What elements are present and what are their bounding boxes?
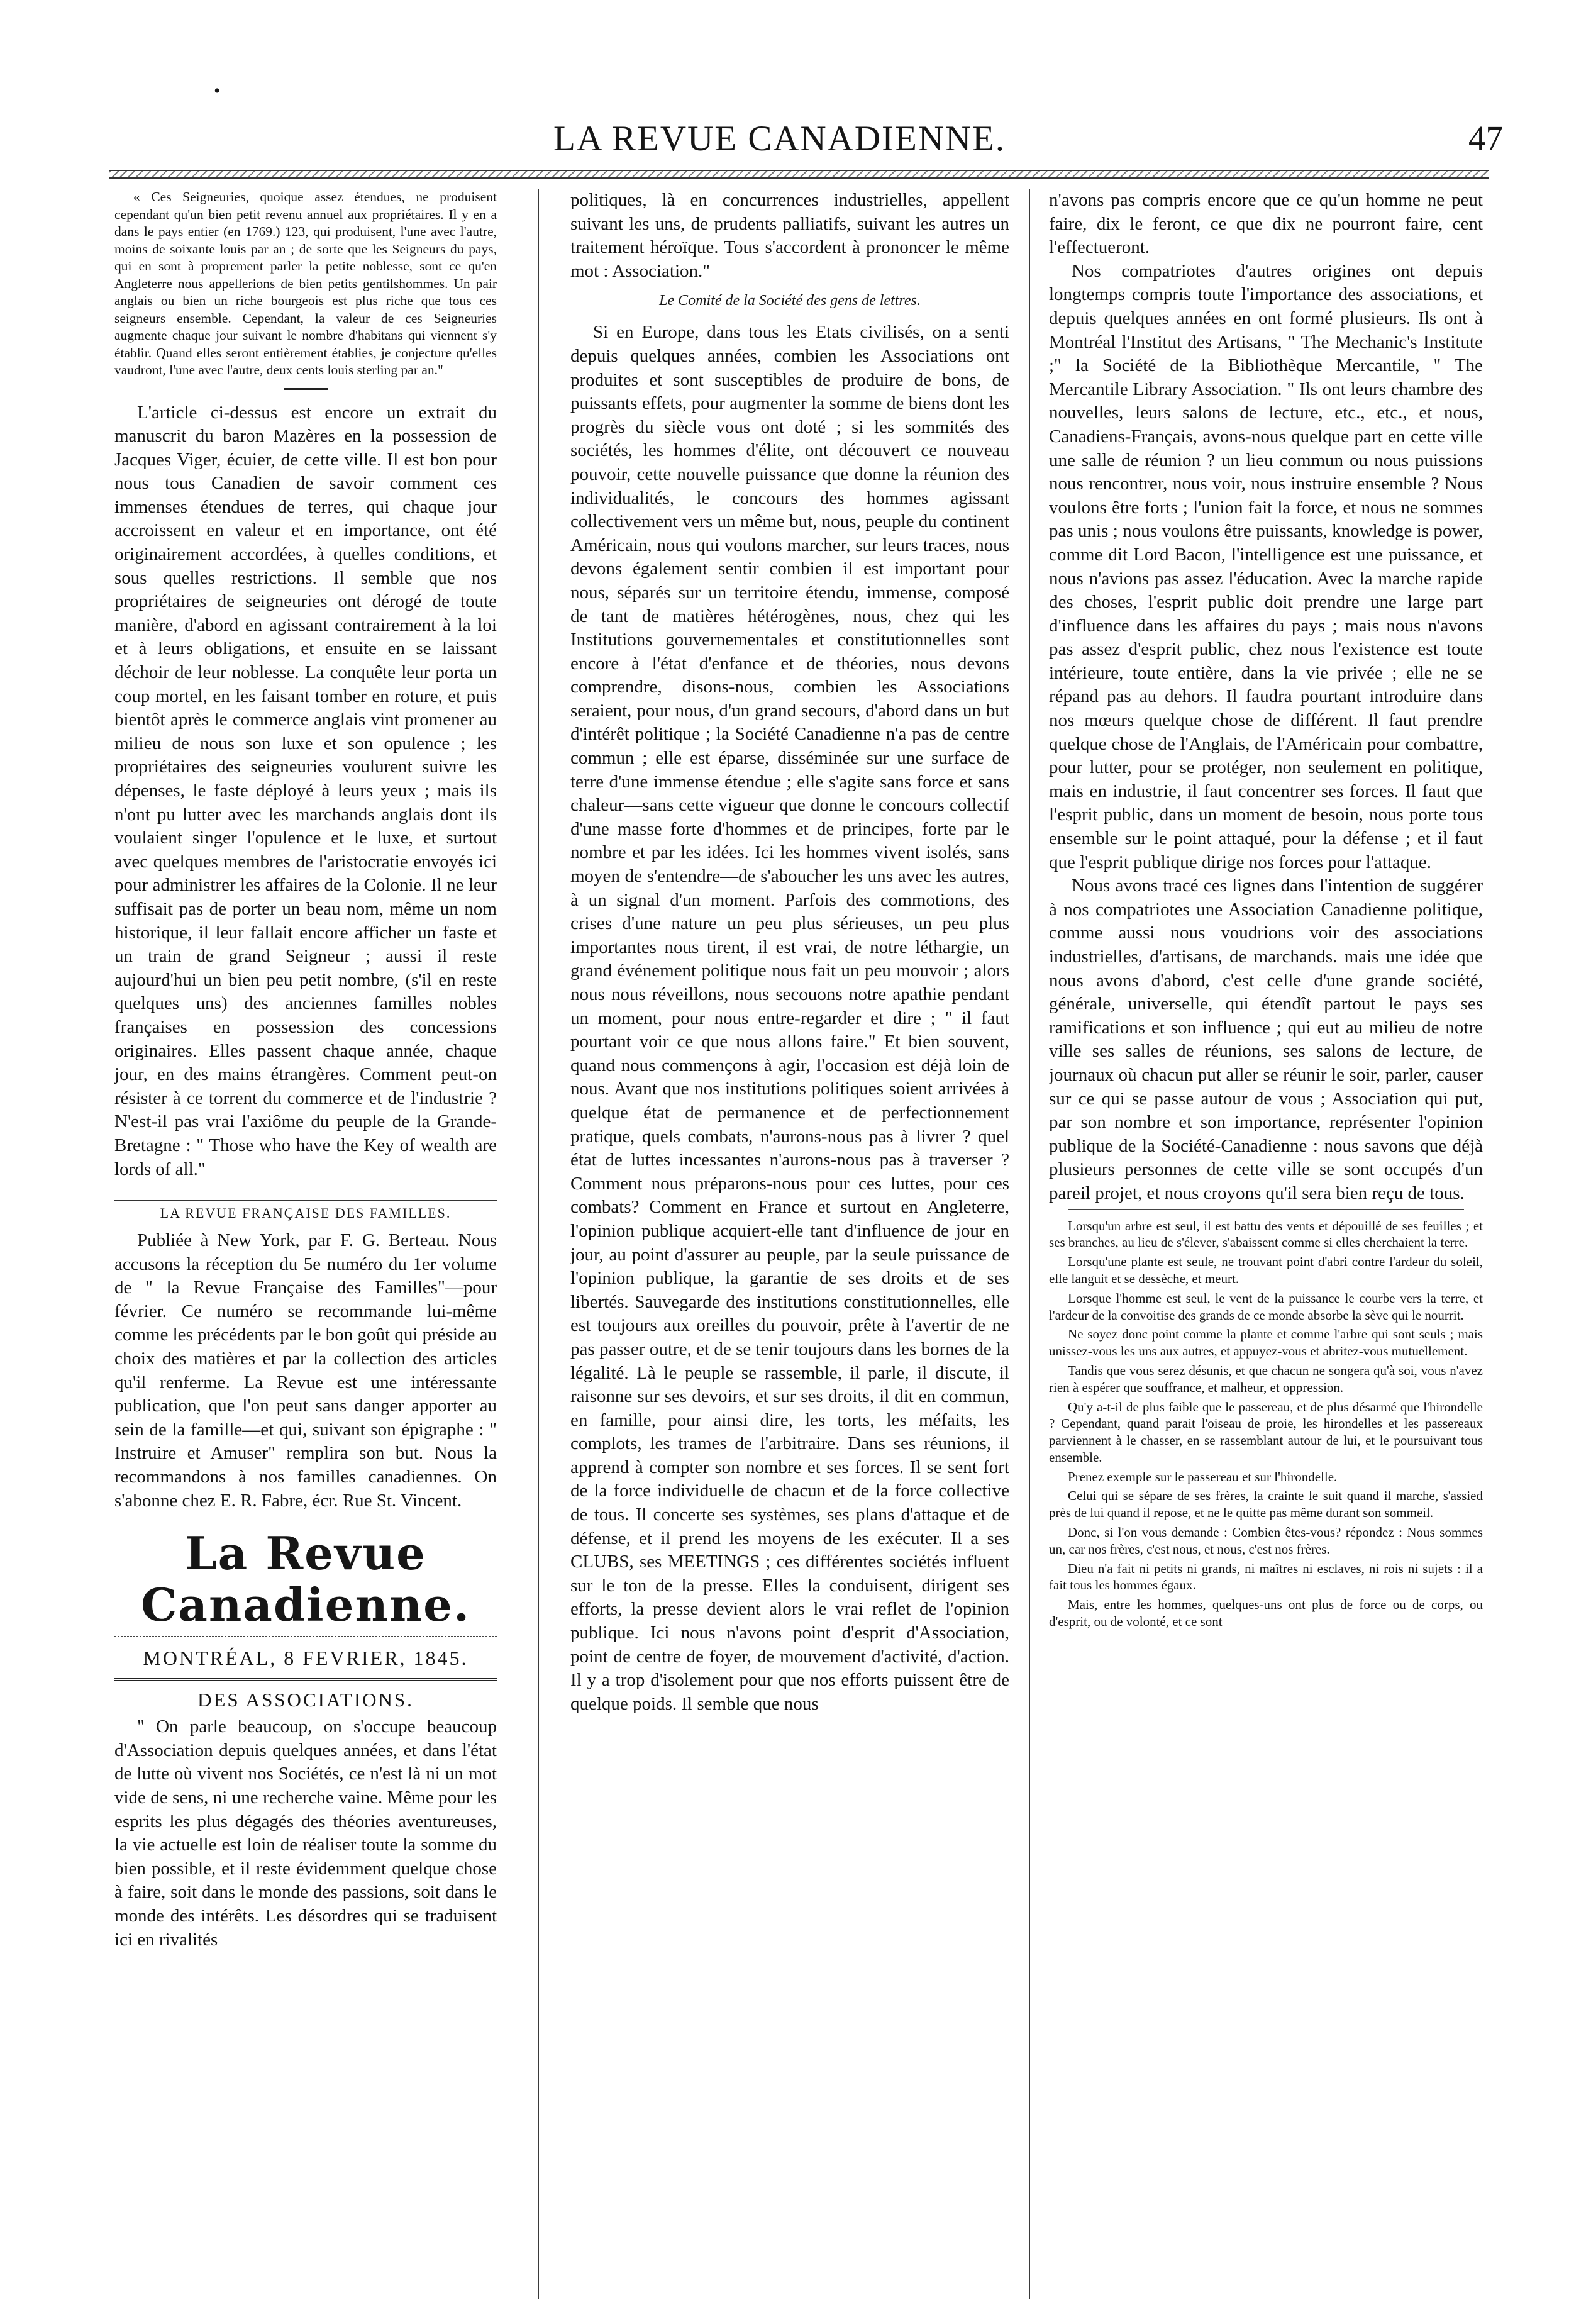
column-divider bbox=[538, 189, 539, 2299]
fable-paragraph: Dieu n'a fait ni petits ni grands, ni maîtres ni esclaves, ni rois ni sujets : il a fait tous les hommes égaux. bbox=[1049, 1560, 1483, 1593]
dateline: MONTRÉAL, 8 FEVRIER, 1845. bbox=[114, 1636, 497, 1681]
column-1 bbox=[114, 189, 497, 2299]
column-2 bbox=[570, 189, 1009, 2299]
article-paragraph: Si en Europe, dans tous les Etats civilisés, on a senti depuis quelques années, combien les Associations ont produites et sont susceptibles de produire de bons, de puissants effets, pour augmenter la somme de biens dont les progrès du siècle vous ont doté ; si les sommités des sociétés, les hommes d'élite, ont découvert ce nouveau pouvoir, cette nouvelle puissance que donne la réunion des individualités, le concours des hommes agissant collectivement vers un même but, nous, peuple du continent Américain, nous qui voulons marcher, sur leurs traces, nous devons également sentir combien il est important pour nous, séparés sur un territoire étendu, immense, composé de tant de matières hétérogènes, nous, chez qui les Institutions gouvernementales et constitutionnelles sont encore à l'état d'enfance et de théories, nous devons comprendre, disons-nous, combien les Associations seraient, pour nous, d'un grand secours, d'abord dans un but d'intérêt politique ; la Société Canadienne n'a pas de centre commun ; elle est éparse, disséminée sur une surface de terre d'une immense étendue ; elle s'agite sans force et sans chaleur—sans cette vigueur que donne le concours collectif d'une masse forte d'hommes et de principes, forte par le nombre et par les idées. Ici les hommes vivent isolés, sans moyen de s'entendre—de s'aboucher les uns avec les autres, à un signal d'un moment. Parfois des commotions, des crises d'une nature un peu plus sérieuses, un peu plus importantes nous tirent, il est vrai, de notre léthargie, un grand événement politique nous fait un peu mouvoir ; alors nous nous réveillons, nous secouons notre apathie pendant un moment, pour nous entre-regarder et dire ; " il faut pourtant voir ce que nous allons faire." Et bien souvent, quand nous commençons à agir, l'occasion est déjà loin de nous. Avant que nos institutions politiques soient arrivées à quelque état de permanence et de perfectionnement pratique, quels combats, n'aurons-nous pas à livrer ? quel état de luttes incessantes n'aurons-nous pas à traverser ? Comment nous préparons-nous pour ces luttes, pour ces combats? Comment en France et surtout en Angleterre, l'opinion publique acquiert-elle tant d'influence de jour en jour, au point d'assurer au peuple, par la seule puissance de l'opinion publique, la garantie de ses droits et de ses libertés. Sauvegarde des institutions constitutionnelles, elle est toujours aux oreilles du pouvoir, prête à l'avertir de ne pas passer outre, et de se tenir toujours dans les bornes de la légalité. Là le peuple se rassemble, il parle, il discute, il raisonne sur ses devoirs, et sur ses droits, il dit en commun, en famille, pour ainsi dire, les torts, les méfaits, les complots, les trames de l'arbitraire. Dans ses réunions, il apprend à compter son nombre et ses forces. Il se sent fort de la force individuelle de chacun et de la force collective de tous. Il concerte ses systèmes, ses plans d'attaque et de défense, et il prend les moyens de les exécuter. Il a ses CLUBS, ses MEETINGS ; ces différentes sociétés influent sur le ton de la presse. Elles la conduisent, dirigent ses efforts, la presse devient alors le vrai reflet de l'opinion publique. Ici nous n'avons point d'esprit d'Association, point de centre de foyer, de mouvement d'activité, d'action. Il y a trop d'isolement pour que nos efforts puissent être de quelque poids. Il semble que nous bbox=[570, 322, 1009, 1714]
header-rule bbox=[109, 170, 1489, 179]
signature-line: Le Comité de la Société des gens de lettres. bbox=[659, 292, 921, 309]
section-title: DES ASSOCIATIONS. bbox=[197, 1689, 414, 1711]
fable-paragraph: Donc, si l'on vous demande : Combien êtes-vous? répondez : Nous sommes un, car nos frères, c'est nous, et nous, c'est nos frères. bbox=[1049, 1525, 1483, 1557]
article-paragraph: Nos compatriotes d'autres origines ont depuis longtemps compris toute l'importance des associations, et depuis quelques années en ont formé plusieurs. Ils ont à Montréal l'Institut des Artisans, " The Mechanic's Institute ;" la Société de la Bibliothèque Mercantile, " The Mercantile Library Association. " Ils ont leurs chambre des nouvelles, leurs salons de lecture, etc., etc., et nous, Canadiens-Français, avons-nous quelque part en cette ville une salle de réunion ? un lieu commun ou nous puissions nous rencontrer, nous voir, nous instruire ensemble ? Nous voulons être forts ; l'union fait la force, et nous ne sommes pas unis ; nous voulons être puissants, knowledge is power, comme dit Lord Bacon, l'intelligence est une puissance, et nous n'avions pas assez l'éducation. Avec la marche rapide des choses, l'esprit public doit prendre une large part d'influence dans les affaires du pays ; mais nous n'avons pas assez d'esprit public, chez nous l'existence est toute intérieure, toute entière, dans la vie privée ; elle ne se répand pas au dehors. Il faudra pourtant introduire dans nos mœurs quelque chose de différent. Il faut prendre quelque chose de l'Anglais, de l'Américain pour combattre, pour lutter, pour se protéger, non seulement en politique, mais en industrie, il faut concentrer ses forces. Il faut que l'esprit public, dans un moment de besoin, nous porte tous ensemble sur le point attaqué, pour la défense ; et il faut que l'esprit publique dirige nos forces pour l'attaque. bbox=[1049, 260, 1483, 872]
fable-paragraph: Celui qui se sépare de ses frères, la crainte le suit quand il marche, s'assied près de lui quand il repose, et ne le quitte pas même durant son sommeil. bbox=[1049, 1488, 1483, 1521]
quoted-extract: « Ces Seigneuries, quoique assez étendues, ne produisent cependant qu'un bien petit revenu annuel aux propriétaires. Il y en a dans le pays entier (en 1769.) 123, qui produisent, l'une avec l'autre, moins de soixante louis par an ; de sorte que les Seigneurs du pays, qui en sont à proprement parler la petite noblesse, sont ce qu'en Angleterre nous appellerions de bien petits gentilshommes. Un pair anglais ou bien un riche bourgeois est plus riche que tous ces seigneurs ensemble. Cependant, la valeur de ces Seigneuries augmente chaque jour suivant le nombre d'habitans qui viennent s'y établir. Quand elles seront entièrement établies, je conjecture qu'elles vaudront, l'une avec l'autre, deux cents louis sterling par an." bbox=[114, 189, 497, 377]
column-divider bbox=[1029, 189, 1030, 2299]
fable-paragraph: Tandis que vous serez désunis, et que chacun ne songera qu'à soi, vous n'avez rien à espérer que souffrance, et malheur, et oppression. bbox=[1049, 1362, 1483, 1395]
separator bbox=[284, 388, 328, 390]
article-paragraph: n'avons pas compris encore que ce qu'un homme ne peut faire, dix le feront, ce que dix ne pourront faire, cent l'effectueront. bbox=[1049, 190, 1483, 258]
separator bbox=[1068, 1209, 1464, 1210]
fable-paragraph: Mais, entre les hommes, quelques-uns ont plus de force ou de corps, ou d'esprit, ou de volonté, et ce sont bbox=[1049, 1597, 1483, 1630]
page-number: 47 bbox=[1468, 119, 1503, 157]
running-title: LA REVUE CANADIENNE. bbox=[553, 119, 1006, 158]
column-3 bbox=[1049, 189, 1483, 2299]
article-paragraph: L'article ci-dessus est encore un extrait du manuscrit du baron Mazères en la possession de Jacques Viger, écuier, de cette ville. Il est bon pour nous tous Canadien de savoir comment ces immenses étendues de terres, qui chaque jour accroissent en valeur et en importance, ont été originairement accordées, à quelles conditions, et sous quelles restrictions. Il semble que nos propriétaires de seigneuries ont dérogé de toute manière, d'abord en agissant contrairement à la loi et à leurs obligations, et ensuite en se laissant déchoir de leur noblesse. La conquête leur porta un coup mortel, en les faisant tomber en roture, et puis bientôt après le commerce anglais vint promener au milieu de nous son luxe et son opulence ; les propriétaires des seigneuries voulurent suivre les dépenses, le faste déployé à leurs yeux ; mais ils n'ont pu lutter avec les marchands anglais dont ils voulaient singer l'opulence et le luxe, et surtout avec quelques membres de l'aristocratie envoyés ici pour administrer les affaires de la Colonie. Il ne leur suffisait pas de porter un beau nom, même un nom historique, il leur fallait encore afficher un faste et un train de grand Seigneur ; aussi il reste aujourd'hui un bien peu petit nombre, (s'il en reste quelques uns) des anciennes familles nobles françaises en possession des concessions originaires. Elles passent chaque année, chaque jour, en des mains étrangères. Comment peut-on résister à ce torrent du commerce et de l'industrie ? N'est-il pas vrai l'axiôme du peuple de la Grande-Bretagne : " Those who have the Key of wealth are lords of all." bbox=[114, 402, 497, 1179]
article-paragraph: Nous avons tracé ces lignes dans l'intention de suggérer à nos compatriotes une Association Canadienne politique, comme aussi nous voudrions voir des associations industrielles, d'artisans, de marchands. mais une idée que nous avons d'abord, c'est celle d'une grande société, générale, universelle, qui étendît partout le pays ses ramifications et son influence ; qui eut au milieu de notre ville ses salles de réunions, ses salons de lecture, de journaux où chacun put aller se réunir le soir, parler, causer sur ce qui se passe autour de vous ; Association qui put, par son nombre et son importance, représenter l'opinion publique de la Société-Canadienne : nous savons que déjà plusieurs personnes de cette ville se sont occupés d'un pareil projet, et nous croyons qu'il sera bien reçu de tous. bbox=[1049, 876, 1483, 1203]
fable-paragraph: Lorsqu'une plante est seule, ne trouvant point d'abri contre l'ardeur du soleil, elle languit et se dessèche, et meurt. bbox=[1049, 1254, 1483, 1286]
masthead: La Revue Canadienne. bbox=[140, 1526, 471, 1632]
fable-paragraph: Qu'y a-t-il de plus faible que le passereau, et de plus désarmé que l'hirondelle ? Cependant, quand parait l'oiseau de proie, les hirondelles et les passereaux parviennent à le chasser, en se rassemblant autour de lui, et le poursuivant tous ensemble. bbox=[1049, 1399, 1483, 1465]
fable-paragraph: Lorsqu'un arbre est seul, il est battu des vents et dépouillé de ses feuilles ; et ses branches, au lieu de s'élever, s'abaissent comme si elles cherchaient la terre. bbox=[1049, 1218, 1483, 1250]
article-paragraph: politiques, là en concurrences industrielles, appellent suivant les uns, de prudents palliatifs, suivant les autres un traitement héroïque. Tous s'accordent à prononcer le même mot : Association." bbox=[570, 190, 1009, 281]
fable-paragraph: Prenez exemple sur le passereau et sur l'hirondelle. bbox=[1068, 1469, 1338, 1484]
fable-paragraph: Ne soyez donc point comme la plante et comme l'arbre qui sont seuls ; mais unissez-vous les uns aux autres, et appuyez-vous et abritez-vous mutuellement. bbox=[1049, 1326, 1483, 1359]
ornament: • bbox=[214, 81, 221, 101]
notice-heading: LA REVUE FRANÇAISE DES FAMILLES. bbox=[114, 1200, 497, 1223]
fable-paragraph: Lorsque l'homme est seul, le vent de la puissance le courbe vers la terre, et l'ardeur de la convoitise des grands de ce monde absorbe la sève qui le nourrit. bbox=[1049, 1290, 1483, 1323]
fable-block bbox=[1049, 1218, 1483, 1630]
notice-text: Publiée à New York, par F. G. Berteau. Nous accusons la réception du 5e numéro du 1er volume de " la Revue Française des Familles"—pour février. Ce numéro se recommande lui-même comme les précédents par le bon goût qui préside au choix des matières et par la collection des articles qu'il renferme. La Revue est une intéressante publication, que l'on peut sans danger apporter au sein de la famille—et qui, suivant son épigraphe : " Instruire et Amuser" remplira son but. Nous la recommandons à nos familles canadiennes. On s'abonne chez E. R. Fabre, écr. Rue St. Vincent. bbox=[114, 1230, 497, 1511]
section-text: " On parle beaucoup, on s'occupe beaucoup d'Association depuis quelques années, et dans l'état de lutte où vivent nos Sociétés, ce n'est là ni un mot vide de sens, ni une recherche vaine. Même pour les esprits les plus dégagés des théories aventureuses, la vie actuelle est loin de réaliser toute la somme du bien possible, et il reste évidemment quelque chose à faire, soit dans le monde des passions, soit dans le monde des intérêts. Les désordres qui se traduisent ici en rivalités bbox=[114, 1716, 497, 1950]
